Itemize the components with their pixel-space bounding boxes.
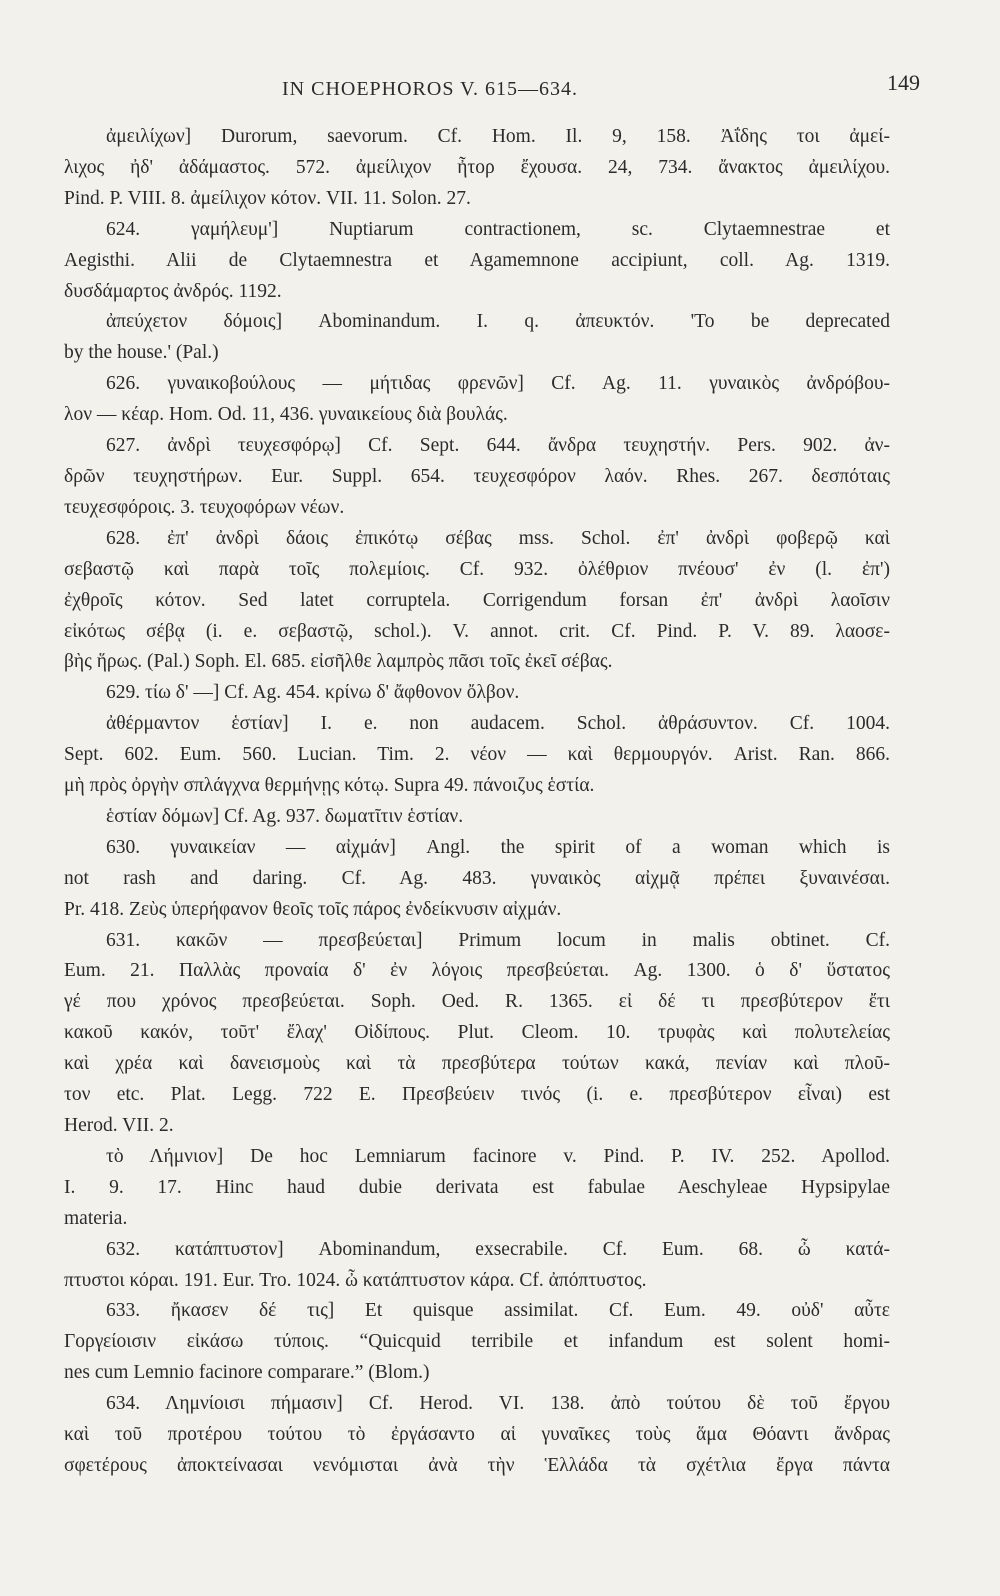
text-line: γέ που χρόνος πρεσβεύεται. Soph. Oed. R. 1365. εἰ δέ τι πρεσβύτερον ἔτι <box>64 991 890 1013</box>
text-line: 632. κατάπτυστον] Abominandum, exsecrabile. Cf. Eum. 68. ὦ κατά- <box>106 1238 890 1260</box>
text-line: μὴ πρὸς ὀργὴν σπλάγχνα θερμήνῃς κότῳ. Supra 49. πάνοιζυς ἑστία. <box>64 775 595 797</box>
text-line: 631. κακῶν — πρεσβεύεται] Primum locum in malis obtinet. Cf. <box>106 929 890 951</box>
text-line: εἰκότως σέβᾳ (i. e. σεβαστῷ, schol.). V. annot. crit. Cf. Pind. P. V. 89. λαοσε- <box>64 620 890 642</box>
text-line: δυσδάμαρτος ἀνδρός. 1192. <box>64 280 282 302</box>
running-title: IN CHOEPHOROS V. 615—634. <box>282 78 578 100</box>
text-line: nes cum Lemnio facinore comparare.” (Blom.) <box>64 1362 430 1384</box>
running-head <box>64 58 920 108</box>
text-line: 634. Λημνίοισι πήμασιν] Cf. Herod. VI. 138. ἀπὸ τούτου δὲ τοῦ ἔργου <box>106 1393 890 1415</box>
text-line: 624. γαμήλευμ'] Nuptiarum contractionem, sc. Clytaemnestrae et <box>106 218 890 240</box>
text-line: τον etc. Plat. Legg. 722 E. Πρεσβεύειν τινός (i. e. πρεσβύτερον εἶναι) est <box>64 1084 890 1106</box>
text-line: Pind. P. VIII. 8. ἀμείλιχον κότον. VII. 11. Solon. 27. <box>64 187 471 209</box>
text-line: σφετέρους ἀποκτείνασαι νενόμισται ἀνὰ τὴν Ἑλλάδα τὰ σχέτλια ἔργα πάντα <box>64 1454 890 1476</box>
text-line: δρῶν τευχηστήρων. Eur. Suppl. 654. τευχεσφόρον λαόν. Rhes. 267. δεσπόταις <box>64 465 890 487</box>
text-line: 627. ἀνδρὶ τευχεσφόρῳ] Cf. Sept. 644. ἄνδρα τευχηστήν. Pers. 902. ἀν- <box>106 435 890 457</box>
text-line: καὶ χρέα καὶ δανεισμοὺς καὶ τὰ πρεσβύτερα τούτων κακά, πενίαν καὶ πλοῦ- <box>64 1053 890 1075</box>
text-line: Aegisthi. Alii de Clytaemnestra et Agamemnone accipiunt, coll. Ag. 1319. <box>64 249 890 271</box>
text-line: Herod. VII. 2. <box>64 1115 174 1136</box>
text-line: καὶ τοῦ προτέρου τούτου τὸ ἐργάσαντο αἱ γυναῖκες τοὺς ἅμα Θόαντι ἄνδρας <box>64 1424 890 1446</box>
text-line: σεβαστῷ καὶ παρὰ τοῖς πολεμίοις. Cf. 932. ὀλέθριον πνέουσ' ἐν (l. ἐπ') <box>64 558 890 580</box>
text-line: λον — κέαρ. Hom. Od. 11, 436. γυναικείους διὰ βουλάς. <box>64 404 508 426</box>
text-line: Pr. 418. Ζεὺς ὑπερήφανον θεοῖς τοῖς πάρος ἐνδείκνυσιν αἰχμάν. <box>64 898 562 920</box>
text-line: τευχεσφόροις. 3. τευχοφόρων νέων. <box>64 496 345 518</box>
text-line: not rash and daring. Cf. Ag. 483. γυναικὸς αἰχμᾷ πρέπει ξυναινέσαι. <box>64 867 890 889</box>
text-line: Γοργείοισιν εἰκάσω τύποις. “Quicquid terribile et infandum est solent homi- <box>64 1331 890 1353</box>
text-line: by the house.' (Pal.) <box>64 342 219 364</box>
text-line: πτυστοι κόραι. 191. Eur. Tro. 1024. ὦ κατάπτυστον κάρα. Cf. ἀπόπτυστος. <box>64 1269 647 1291</box>
text-line: τὸ Λήμνιον] De hoc Lemniarum facinore v. Pind. P. IV. 252. Apollod. <box>106 1145 890 1167</box>
commentary-text <box>64 122 890 1482</box>
text-line: 628. ἐπ' ἀνδρὶ δάοις ἐπικότῳ σέβας mss. Schol. ἐπ' ἀνδρὶ φοβερῷ καὶ <box>106 527 890 549</box>
text-line: κακοῦ κακόν, τοῦτ' ἔλαχ' Οἰδίπους. Plut. Cleom. 10. τρυφὰς καὶ πολυτελείας <box>64 1022 890 1044</box>
text-line: ἀθέρμαντον ἑστίαν] I. e. non audacem. Schol. ἀθράσυντον. Cf. 1004. <box>106 713 890 735</box>
text-line: Sept. 602. Eum. 560. Lucian. Tim. 2. νέον — καὶ θερμουργόν. Arist. Ran. 866. <box>64 744 890 766</box>
text-line: ἐχθροῖς κότον. Sed latet corruptela. Corrigendum forsan ἐπ' ἀνδρὶ λαοῖσιν <box>64 589 890 611</box>
text-line: ἑστίαν δόμων] Cf. Ag. 937. δωματῖτιν ἑστίαν. <box>106 805 464 827</box>
text-line: 633. ἤκασεν δέ τις] Et quisque assimilat. Cf. Eum. 49. οὐδ' αὖτε <box>106 1300 890 1322</box>
text-line: ἀπεύχετον δόμοις] Abominandum. I. q. ἀπευκτόν. 'To be deprecated <box>106 311 890 333</box>
text-line: βὴς ἥρως. (Pal.) Soph. El. 685. εἰσῆλθε λαμπρὸς πᾶσι τοῖς ἐκεῖ σέβας. <box>64 651 613 673</box>
text-line: materia. <box>64 1207 128 1229</box>
text-line: 629. τίω δ' —] Cf. Ag. 454. κρίνω δ' ἄφθονον ὄλβον. <box>106 682 520 704</box>
page-number: 149 <box>887 70 920 95</box>
text-line: 630. γυναικείαν — αἰχμάν] Angl. the spirit of a woman which is <box>106 836 890 858</box>
text-line: 626. γυναικοβούλους — μήτιδας φρενῶν] Cf. Ag. 11. γυναικὸς ἀνδρόβου- <box>106 373 890 395</box>
text-line: Eum. 21. Παλλὰς προναία δ' ἐν λόγοις πρεσβεύεται. Ag. 1300. ὁ δ' ὕστατος <box>64 960 890 982</box>
text-line: ἀμειλίχων] Durorum, saevorum. Cf. Hom. Il. 9, 158. Ἀΐδης τοι ἀμεί- <box>106 126 890 147</box>
text-line: I. 9. 17. Hinc haud dubie derivata est fabulae Aeschyleae Hypsipylae <box>64 1176 890 1198</box>
text-line: λιχος ἠδ' ἀδάμαστος. 572. ἀμείλιχον ἦτορ ἔχουσα. 24, 734. ἄνακτος ἀμειλίχου. <box>64 156 890 178</box>
